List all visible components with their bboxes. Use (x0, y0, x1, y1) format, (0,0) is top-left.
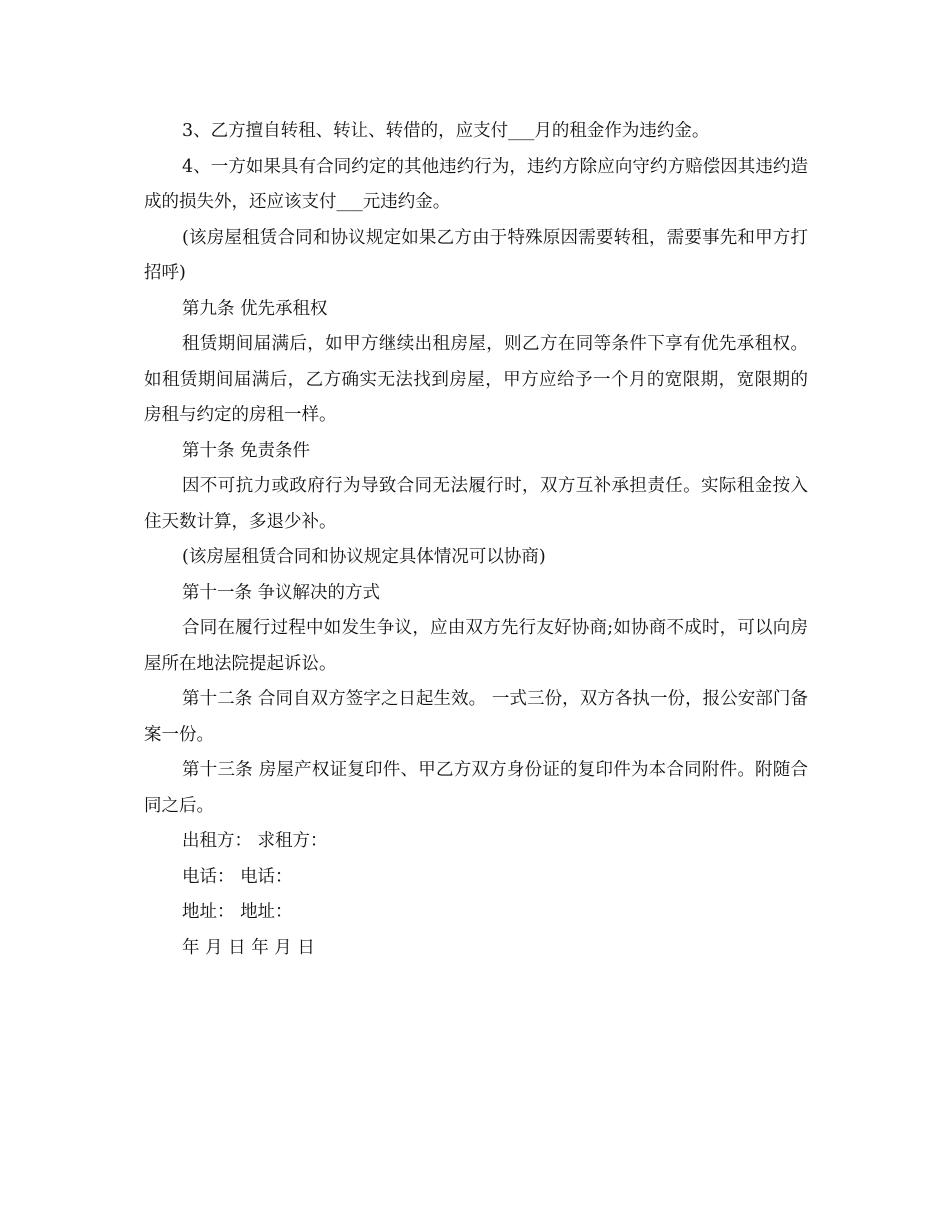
clause-13: 第十三条 房屋产权证复印件、甲乙方双方身份证的复印件为本合同附件。附随合同之后。 (144, 760, 808, 816)
clause-9-heading: 第九条 优先承租权 (182, 298, 328, 319)
signature-parties: 出租方： 求租方： (182, 831, 328, 851)
clause-10-heading: 第十条 免责条件 (182, 440, 311, 461)
signature-date: 年 月 日 年 月 日 (182, 937, 315, 958)
signature-phone: 电话： 电话： (182, 866, 293, 887)
clause-12: 第十二条 合同自双方签字之日起生效。 一式三份，双方各执一份，报公安部门备案一份。 (144, 689, 808, 745)
clause-11-body: 合同在履行过程中如发生争议，应由双方先行友好协商;如协商不成时，可以向房屋所在地法院提起诉讼。 (144, 618, 808, 674)
sublet-note: (该房屋租赁合同和协议规定如果乙方由于特殊原因需要转租，需要事先和甲方打招呼) (144, 227, 808, 283)
clause-8-item-3: 3、乙方擅自转租、转让、转借的，应支付___月的租金作为违约金。 (182, 121, 710, 141)
clause-10-body: 因不可抗力或政府行为导致合同无法履行时，双方互补承担责任。实际租金按入住天数计算，多退少补。 (144, 476, 808, 532)
negotiation-note: (该房屋租赁合同和协议规定具体情况可以协商) (182, 547, 546, 567)
signature-address: 地址： 地址： (182, 902, 293, 922)
document-body (144, 114, 808, 966)
clause-9-body: 租赁期间届满后，如甲方继续出租房屋，则乙方在同等条件下享有优先承租权。如租赁期间届满后，乙方确实无法找到房屋，甲方应给予一个月的宽限期，宽限期的房租与约定的房租一样。 (144, 334, 808, 425)
clause-11-heading: 第十一条 争议解决的方式 (182, 582, 381, 603)
clause-8-item-4: 4、一方如果具有合同约定的其他违约行为，违约方除应向守约方赔偿因其违约造成的损失外，还应该支付___元违约金。 (144, 156, 808, 212)
